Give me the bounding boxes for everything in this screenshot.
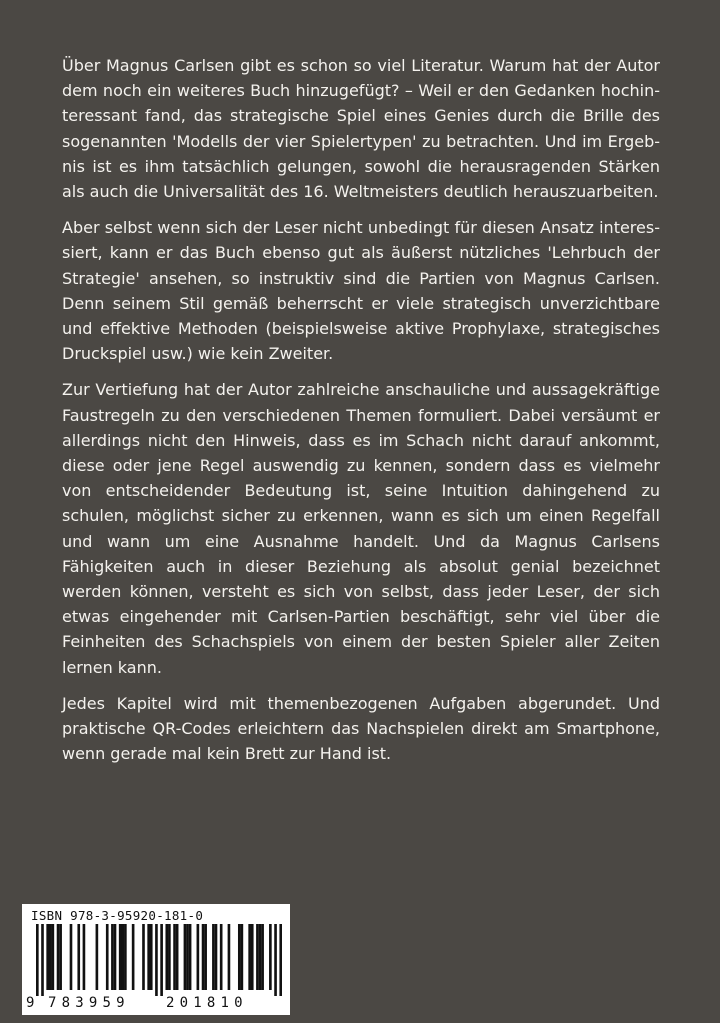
- barcode-bar: [132, 924, 135, 990]
- barcode-bar: [184, 924, 187, 990]
- barcode-bar: [46, 924, 49, 990]
- barcode-bar: [119, 924, 122, 990]
- barcode-bar: [269, 924, 272, 990]
- blurb-paragraph-4: Jedes Kapitel wird mit themenbezogenen Aufgaben abgerundet. Und praktische QR-Codes erleichtern das Nachspielen direkt am Smartphone, wenn gerade mal kein Brett zur Hand ist.: [62, 693, 660, 764]
- barcode-bar: [189, 924, 192, 990]
- barcode-bar: [147, 924, 150, 990]
- barcode-bar: [114, 924, 117, 990]
- barcode-bar: [59, 924, 62, 990]
- barcode-bar: [124, 924, 127, 990]
- barcode-bar: [215, 924, 218, 990]
- blurb-paragraph-1: Über Magnus Carlsen gibt es schon so viel Literatur. Warum hat der Autor dem noch ein weiteres Buch hinzugefügt? – Weil er den Gedanken hochinteressant fand, das strategische Spiel eines Genies durch die Brille des sogenannten 'Modells der vier Spielertypen' zu betrachten. Und im Ergebnis ist es ihm tatsächlich gelungen, sowohl die herausragenden Stärken als auch die Universalität des 16. Weltmeisters deutlich herauszuarbeiten.: [62, 56, 660, 202]
- barcode-bar: [256, 924, 259, 990]
- barcode-bar: [83, 924, 86, 990]
- barcode-bar: [155, 924, 158, 996]
- barcode-bar: [279, 924, 282, 996]
- barcode-bar: [261, 924, 264, 990]
- barcode-bar: [186, 924, 189, 990]
- barcode-bar: [160, 924, 163, 996]
- blurb-text: [62, 53, 660, 777]
- barcode-bar: [259, 924, 262, 990]
- blurb-paragraph-2: Aber selbst wenn sich der Leser nicht unbedingt für diesen Ansatz interessiert, kann er das Buch ebenso gut als äußerst nützliches 'Lehrbuch der Strategie' ansehen, so instruktiv sind die Partien von Magnus Carlsen. Denn seinem Stil gemäß beherrscht er viele strategisch unverzichtbare und effektive Methoden (beispielsweise aktive Prophylaxe, strategisches Druckspiel usw.) wie kein Zweiter.: [62, 218, 660, 364]
- barcode-bar: [111, 924, 114, 990]
- barcode-bar: [168, 924, 171, 990]
- isbn-number: ISBN 978-3-95920-181-0: [31, 908, 204, 923]
- barcode-bar: [204, 924, 207, 990]
- barcode-bar: [41, 924, 44, 996]
- barcode-bar: [121, 924, 124, 990]
- barcode-bar: [274, 924, 277, 996]
- barcode-digits-left: 783959: [48, 995, 130, 1011]
- barcode-bar: [77, 924, 80, 990]
- barcode-bar: [173, 924, 176, 990]
- barcode-bar: [212, 924, 215, 990]
- barcode-bar: [150, 924, 153, 990]
- barcode-digits: [26, 994, 284, 1012]
- isbn-barcode-label: [22, 904, 290, 1015]
- barcode-bar: [70, 924, 73, 990]
- barcode-bar: [57, 924, 60, 990]
- barcode-bars: [36, 924, 282, 996]
- barcode-bar: [228, 924, 231, 990]
- barcode-bar: [36, 924, 39, 996]
- barcode-bar: [251, 924, 254, 990]
- barcode-bar: [241, 924, 244, 990]
- barcode-icon: [36, 924, 282, 996]
- barcode-digits-right: 201810: [166, 995, 248, 1011]
- barcode-bar: [106, 924, 109, 990]
- barcode-bar: [238, 924, 241, 990]
- barcode-bar: [52, 924, 55, 990]
- barcode-bar: [49, 924, 52, 990]
- barcode-bar: [202, 924, 205, 990]
- barcode-bar: [142, 924, 145, 990]
- blurb-paragraph-3: Zur Vertiefung hat der Autor zahlreiche anschauliche und aussagekräftige Faustregeln zu den verschiedenen Themen formuliert. Dabei versäumt er allerdings nicht den Hinweis, dass es im Schach nicht darauf ankommt, diese oder jene Regel auswendig zu kennen, sondern dass es vielmehr von entscheidender Bedeutung ist, seine Intuition dahingehend zu schulen, möglichst sicher zu erkennen, wann es sich um einen Regelfall und wann um eine Ausnahme handelt. Und da Magnus Carlsens Fähigkeiten auch in dieser Beziehung als absolut genial bezeichnet werden können, versteht es sich von selbst, dass jeder Leser, der sich etwas eingehender mit Carlsen-Partien beschäftigt, sehr viel über die Feinheiten des Schachspiels von einem der besten Spieler aller Zeiten lernen kann.: [62, 380, 660, 677]
- barcode-bar: [96, 924, 99, 990]
- barcode-bar: [197, 924, 200, 990]
- barcode-bar: [220, 924, 223, 990]
- barcode-digit-first: 9: [26, 995, 35, 1011]
- barcode-bar: [165, 924, 168, 990]
- barcode-bar: [248, 924, 251, 990]
- barcode-bar: [176, 924, 179, 990]
